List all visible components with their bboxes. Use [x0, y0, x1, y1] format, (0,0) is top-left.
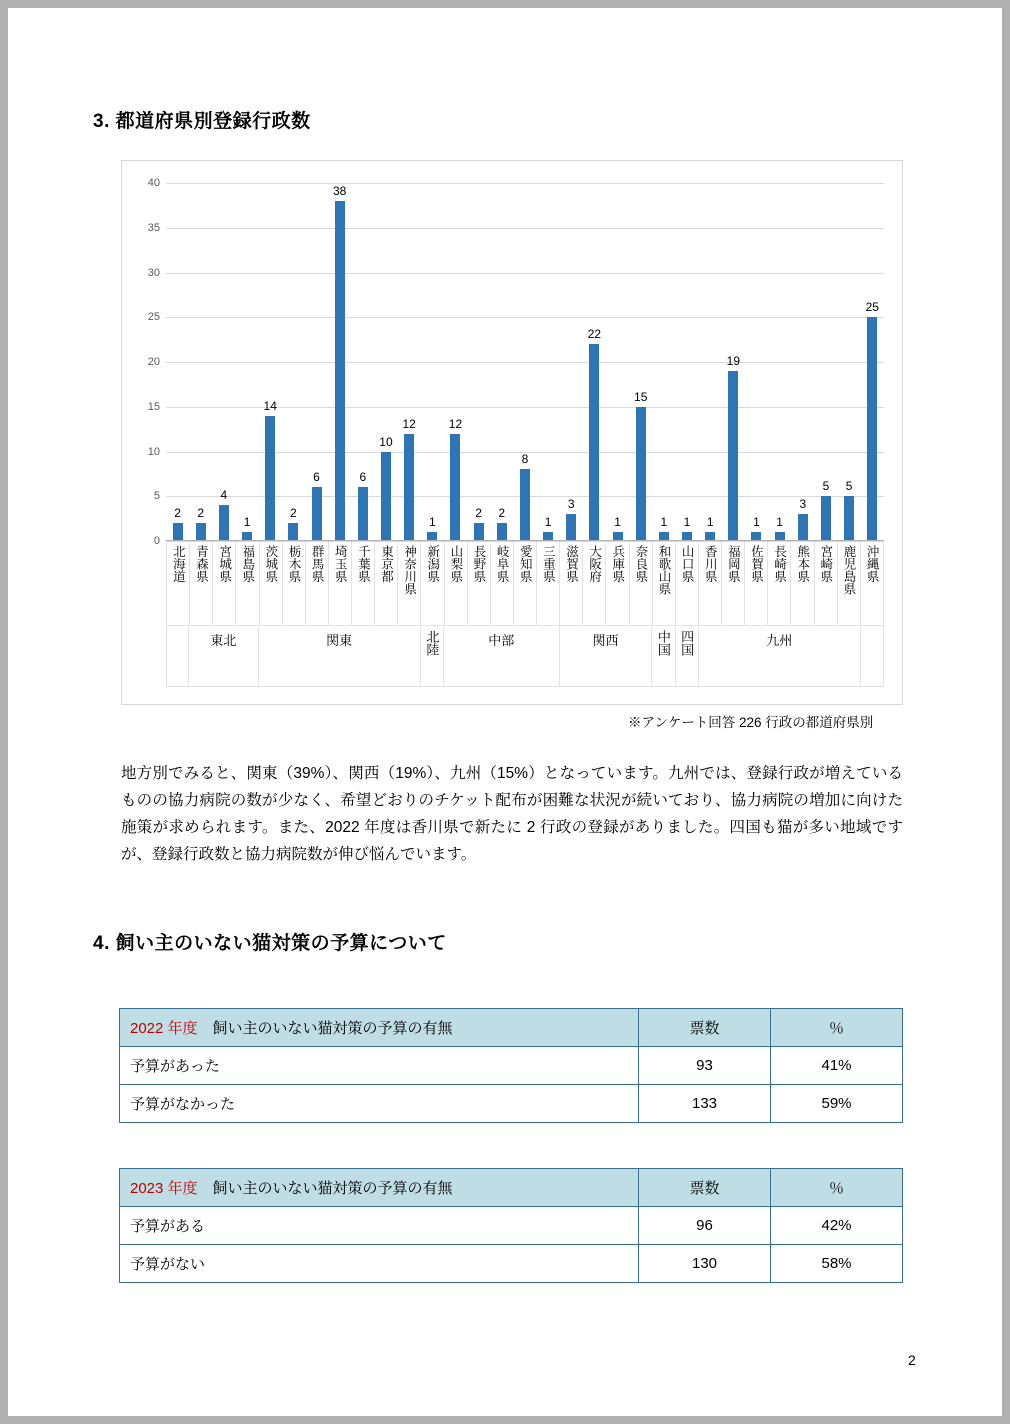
chart-y-tick: 25: [147, 311, 160, 324]
table-header-votes: 票数: [639, 1169, 771, 1207]
chart-category-cell: [421, 542, 444, 625]
chart-category-cell: [375, 542, 398, 625]
chart-category-label: 東京都: [379, 545, 394, 583]
chart-category-label: 北海道: [171, 545, 186, 583]
table-header-votes: 票数: [639, 1009, 771, 1047]
row-votes: 130: [639, 1245, 771, 1283]
chart-category-label: 新潟県: [425, 545, 440, 583]
chart-region-label: 関東: [326, 633, 353, 648]
chart-bar-slot: [791, 183, 814, 541]
chart-category-label: 愛知県: [518, 545, 533, 583]
chart-category-label: 栃木県: [286, 545, 301, 583]
table-header-row: [120, 1009, 903, 1047]
row-label: 予算がある: [120, 1207, 639, 1245]
chart-region-cell: [861, 626, 884, 686]
chart-bar-slot: [675, 183, 698, 541]
row-label: 予算がない: [120, 1245, 639, 1283]
chart-bar-slot: [421, 183, 444, 541]
chart-bar-value-label: 5: [845, 479, 853, 494]
chart-bar: [497, 523, 507, 541]
chart-bar-slot: [305, 183, 328, 541]
chart-bar: [288, 523, 298, 541]
chart-category-cell: [653, 542, 676, 625]
chart-category-label: 和歌山県: [656, 545, 671, 595]
chart-category-label: 沖縄県: [865, 545, 880, 583]
chart-bar: [636, 407, 646, 541]
chart-region-label: 関西: [592, 633, 619, 648]
table-header-pct: ％: [771, 1009, 903, 1047]
chart-region-cell: [189, 626, 258, 686]
table-header-text: 飼い主のいない猫対策の予算の有無: [197, 1020, 453, 1037]
chart-category-cell: [190, 542, 213, 625]
chart-bar-value-label: 3: [799, 497, 807, 512]
chart-bar-value-label: 2: [290, 506, 297, 521]
chart-category-cell: [583, 542, 606, 625]
chart-category-label: 大阪府: [587, 545, 602, 583]
chart-category-cell: [398, 542, 421, 625]
chart-bar-value-label: 15: [634, 389, 648, 404]
chart-source-note: ※アンケート回答 226 行政の都道府県別: [628, 715, 874, 730]
row-pct: 42%: [771, 1207, 903, 1245]
chart-region-cell: [259, 626, 421, 686]
row-votes: 133: [639, 1085, 771, 1123]
budget-table-2023: [119, 1168, 903, 1283]
chart-category-cell: [468, 542, 491, 625]
chart-bar-value-label: 1: [753, 515, 760, 530]
chart-bar-value-label: 4: [220, 488, 228, 503]
chart-bar-value-label: 12: [402, 416, 416, 431]
chart-y-tick: 10: [147, 445, 160, 458]
chart-bar-value-label: 6: [313, 470, 320, 485]
table-header-text: 飼い主のいない猫対策の予算の有無: [197, 1180, 453, 1197]
chart-bar-value-label: 38: [332, 183, 347, 198]
chart-category-cell: [491, 542, 514, 625]
chart-bar: [173, 523, 183, 541]
table-row: [120, 1207, 903, 1245]
chart-category-cell: [606, 542, 629, 625]
chart-bar-value-label: 25: [865, 300, 879, 315]
body-paragraph: 地方別でみると、関東（39%）、関西（19%）、九州（15%）となっています。九州では、登録行政が増えているものの協力病院の数が少なく、希望どおりのチケット配布が困難な状況が続いており、協力病院の増加に向けた施策が求められます。また、2022 年度は香川県で新たに 2 行政の登録がありました。四国も猫が多い地域ですが、登録行政数と協力病院数が伸び悩んでいます。: [121, 765, 903, 863]
chart-y-tick: 30: [147, 266, 160, 279]
page-title-section4: 4. 飼い主のいない猫対策の予算について: [93, 933, 447, 954]
chart-bar: [844, 496, 854, 541]
chart-bar-value-label: 1: [544, 515, 552, 530]
chart-category-label: 青森県: [194, 545, 209, 583]
chart-region-label: 四国: [679, 630, 695, 656]
chart-category-label: 長崎県: [772, 545, 787, 583]
chart-category-label: 香川県: [703, 545, 718, 583]
chart-category-label: 群馬県: [310, 545, 325, 583]
chart-bar-value-label: 1: [706, 515, 714, 530]
chart-bar-value-label: 1: [243, 515, 251, 530]
page-title-section3: 3. 都道府県別登録行政数: [93, 111, 311, 132]
chart-bar-slot: [814, 183, 837, 541]
chart-region-cell: [166, 626, 189, 686]
chart-bar: [821, 496, 831, 541]
chart-region-label: 北陸: [424, 630, 440, 656]
chart-category-cell: [791, 542, 814, 625]
chart-bar-slot: [583, 183, 606, 541]
chart-category-label: 三重県: [541, 545, 556, 583]
chart-category-cell: [560, 542, 583, 625]
chart-category-label: 宮城県: [217, 545, 232, 583]
chart-category-label: 福島県: [240, 545, 255, 583]
chart-y-tick: 20: [147, 356, 160, 368]
chart-bar-slot: [537, 183, 560, 541]
row-pct: 41%: [771, 1047, 903, 1085]
row-pct: 58%: [771, 1245, 903, 1283]
chart-category-cell: [676, 542, 699, 625]
chart-bar-slot: [606, 183, 629, 541]
chart-category-label: 宮崎県: [818, 545, 833, 583]
chart-bar-slot: [699, 183, 722, 541]
chart-bar-slot: [189, 183, 212, 541]
chart-bar-slot: [166, 183, 189, 541]
chart-bar-value-label: 14: [263, 398, 277, 413]
chart-category-cell: [514, 542, 537, 625]
chart-y-tick: 5: [153, 490, 160, 503]
chart-bar-slot: [722, 183, 745, 541]
chart-category-cell: [306, 542, 329, 625]
page-number: 2: [908, 1352, 916, 1368]
chart-bar-slot: [351, 183, 374, 541]
chart-category-label: 佐賀県: [749, 545, 764, 583]
chart-bar: [404, 434, 414, 541]
chart-bar-value-label: 2: [498, 506, 506, 521]
chart-category-cell: [815, 542, 838, 625]
chart-bar-value-label: 1: [660, 515, 668, 530]
row-votes: 96: [639, 1207, 771, 1245]
chart-region-cell: [699, 626, 861, 686]
chart-category-cell: [283, 542, 306, 625]
chart-bar-value-label: 2: [197, 506, 205, 521]
chart-region-label: 中部: [488, 633, 515, 648]
chart-y-tick: 40: [147, 177, 160, 189]
chart-bar-slot: [629, 183, 652, 541]
chart-bar: [520, 469, 530, 541]
table-header-label: [120, 1169, 639, 1207]
row-label: 予算があった: [120, 1047, 639, 1085]
chart-bar: [798, 514, 808, 541]
chart-bar-slot: [861, 183, 884, 541]
table-row: [120, 1245, 903, 1283]
chart-bar-value-label: 2: [174, 506, 181, 521]
chart-bar-value-label: 1: [776, 515, 783, 530]
chart-y-tick: 35: [147, 221, 160, 234]
chart-category-label: 埼玉県: [333, 545, 348, 583]
chart-category-cell: [838, 542, 861, 625]
chart-category-label: 神奈川県: [402, 545, 417, 595]
chart-category-cell: [236, 542, 259, 625]
chart-category-label: 福岡県: [726, 545, 741, 583]
table-row: [120, 1047, 903, 1085]
chart-bar-value-label: 6: [359, 470, 367, 485]
chart-category-label: 熊本県: [795, 545, 810, 583]
chart-bar-value-label: 19: [726, 353, 741, 368]
chart-category-labels: [166, 541, 884, 625]
chart-region-label: 九州: [766, 633, 793, 648]
chart-bar-slot: [328, 183, 351, 541]
chart-bar-value-label: 8: [521, 452, 529, 467]
chart-region-cell: [560, 626, 653, 686]
chart-region-labels: [166, 625, 884, 687]
chart-category-label: 滋賀県: [564, 545, 579, 583]
row-pct: 59%: [771, 1085, 903, 1123]
chart-category-label: 奈良県: [633, 545, 648, 583]
table-header-pct: ％: [771, 1169, 903, 1207]
document-page: [8, 8, 1002, 1416]
chart-category-cell: [768, 542, 791, 625]
chart-category-label: 茨城県: [263, 545, 278, 583]
chart-category-label: 長野県: [471, 545, 486, 583]
chart-category-cell: [537, 542, 560, 625]
chart-bar-slot: [560, 183, 583, 541]
chart-region-cell: [652, 626, 675, 686]
chart-category-label: 鹿児島県: [841, 545, 856, 595]
chart-bar-slot: [513, 183, 536, 541]
chart-category-cell: [699, 542, 722, 625]
chart-bar-value-label: 1: [614, 515, 621, 530]
chart-category-label: 千葉県: [356, 545, 371, 583]
table-row: [120, 1085, 903, 1123]
chart-region-label: 中国: [655, 630, 671, 656]
chart-category-label: 岐阜県: [495, 545, 510, 583]
chart-bar: [265, 416, 275, 541]
chart-category-cell: [213, 542, 236, 625]
chart-bar-value-label: 22: [587, 327, 602, 342]
chart-category-cell: [861, 542, 884, 625]
chart-category-label: 山梨県: [448, 545, 463, 583]
chart-bar: [728, 371, 738, 541]
chart-bar: [474, 523, 484, 541]
chart-bar-value-label: 3: [567, 497, 575, 512]
chart-bar: [867, 317, 877, 541]
chart-bar-slot: [444, 183, 467, 541]
prefecture-registration-chart: [121, 160, 903, 705]
chart-category-cell: [745, 542, 768, 625]
chart-category-cell: [630, 542, 653, 625]
chart-bar-value-label: 5: [822, 479, 830, 494]
chart-category-cell: [329, 542, 352, 625]
table-header-label: [120, 1009, 639, 1047]
chart-bar: [358, 487, 368, 541]
chart-bar: [566, 514, 576, 541]
chart-region-cell: [444, 626, 560, 686]
chart-bar-value-label: 1: [683, 515, 691, 530]
chart-bar-slot: [652, 183, 675, 541]
chart-bar-slot: [768, 183, 791, 541]
chart-bars: [166, 183, 884, 541]
chart-bar: [312, 487, 322, 541]
chart-region-cell: [676, 626, 699, 686]
chart-category-cell: [352, 542, 375, 625]
chart-bar-value-label: 10: [379, 434, 393, 449]
chart-bar-slot: [282, 183, 305, 541]
chart-bar-slot: [745, 183, 768, 541]
chart-y-tick: 15: [147, 400, 160, 413]
chart-bar-value-label: 12: [448, 416, 463, 431]
chart-bar: [381, 452, 391, 542]
chart-y-tick: 0: [153, 535, 160, 547]
chart-bar-slot: [212, 183, 235, 541]
chart-bar-value-label: 2: [475, 506, 482, 521]
chart-bar-slot: [398, 183, 421, 541]
chart-bar-slot: [467, 183, 490, 541]
chart-region-label: 東北: [210, 633, 237, 648]
chart-bar-slot: [838, 183, 861, 541]
chart-bar: [335, 201, 345, 541]
table-header-row: [120, 1169, 903, 1207]
chart-bar-slot: [235, 183, 258, 541]
row-votes: 93: [639, 1047, 771, 1085]
chart-bar-slot: [490, 183, 513, 541]
chart-category-label: 山口県: [680, 545, 695, 583]
chart-bar: [450, 434, 460, 541]
budget-table-2022: [119, 1008, 903, 1123]
chart-bar-slot: [259, 183, 282, 541]
chart-category-cell: [445, 542, 468, 625]
chart-category-label: 兵庫県: [610, 545, 625, 583]
chart-region-cell: [421, 626, 444, 686]
chart-category-cell: [166, 542, 190, 625]
chart-category-cell: [260, 542, 283, 625]
chart-bar: [219, 505, 229, 541]
chart-category-cell: [722, 542, 745, 625]
chart-plot-area: [147, 177, 884, 547]
chart-bar: [196, 523, 206, 541]
chart-bar-value-label: 1: [428, 515, 436, 530]
chart-bar: [589, 344, 599, 541]
row-label: 予算がなかった: [120, 1085, 639, 1123]
table-year-2023: 2023 年度: [130, 1180, 198, 1197]
table-year-2022: 2022 年度: [130, 1020, 198, 1037]
chart-bar-slot: [374, 183, 397, 541]
